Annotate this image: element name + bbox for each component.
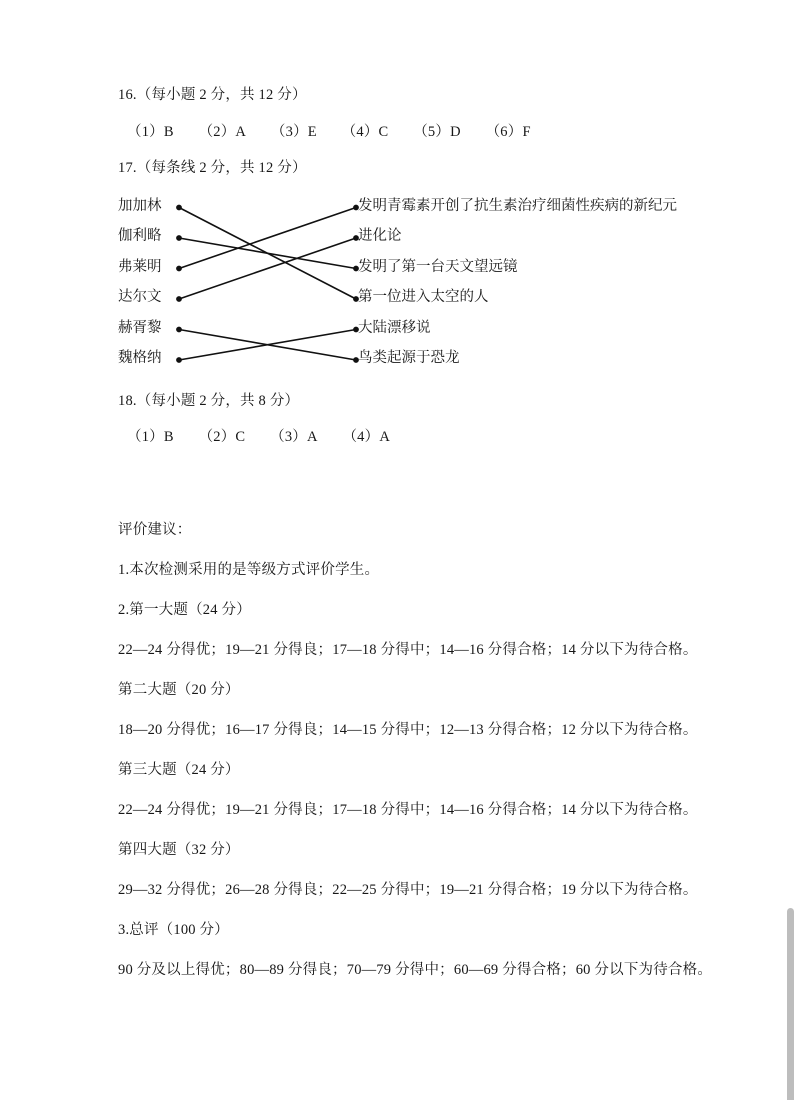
- matching-right-item: 发明青霉素开创了抗生素治疗细菌性疾病的新纪元: [358, 197, 677, 214]
- question-18-heading: 18.（每小题 2 分，共 8 分）: [118, 392, 300, 409]
- answer-item: （5）D: [413, 123, 461, 140]
- answer-item: （3）A: [270, 429, 318, 445]
- answer-item: （1）B: [127, 123, 174, 140]
- answer-item: （1）B: [127, 429, 174, 445]
- question-16-heading: 16.（每小题 2 分，共 12 分）: [118, 87, 307, 103]
- evaluation-item: 第二大题（20 分）: [118, 681, 240, 698]
- scrollbar-thumb[interactable]: [787, 908, 794, 1100]
- evaluation-item: 90 分及以上得优；80—89 分得良；70—79 分得中；60—69 分得合格；60 分以下为待合格。: [118, 961, 713, 978]
- answer-item: （2）A: [198, 123, 247, 140]
- matching-left-item: 伽利略: [118, 228, 162, 244]
- evaluation-item: 29—32 分得优；26—28 分得良；22—25 分得中；19—21 分得合格；19 分以下为待合格。: [118, 881, 698, 898]
- matching-left-item: 赫胥黎: [118, 319, 162, 336]
- matching-left-item: 魏格纳: [118, 350, 162, 366]
- matching-left-item: 弗莱明: [118, 258, 162, 275]
- evaluation-item: 第四大题（32 分）: [118, 841, 240, 858]
- answer-item: （2）C: [198, 429, 246, 445]
- answer-item: （4）C: [341, 123, 389, 140]
- matching-right-item: 第一位进入太空的人: [358, 289, 489, 305]
- evaluation-item: 18—20 分得优；16—17 分得良；14—15 分得中；12—13 分得合格；12 分以下为待合格。: [118, 721, 698, 738]
- evaluation-item: 第三大题（24 分）: [118, 761, 240, 778]
- answer-item: （6）F: [485, 123, 531, 140]
- evaluation-section: [118, 521, 713, 978]
- question-16-answers: [118, 125, 698, 140]
- matching-right-item: 鸟类起源于恐龙: [358, 350, 460, 366]
- document-content: [118, 87, 713, 978]
- matching-right-item: 发明了第一台天文望远镜: [358, 258, 518, 275]
- evaluation-item: 22—24 分得优；19—21 分得良；17—18 分得中；14—16 分得合格；14 分以下为待合格。: [118, 641, 698, 658]
- evaluation-item: 22—24 分得优；19—21 分得良；17—18 分得中；14—16 分得合格；14 分以下为待合格。: [118, 801, 698, 818]
- question-17-heading: 17.（每条线 2 分，共 12 分）: [118, 160, 307, 176]
- answer-item: （3）E: [270, 123, 317, 140]
- evaluation-item: 2.第一大题（24 分）: [118, 601, 251, 618]
- vertical-scrollbar[interactable]: [786, 0, 798, 1100]
- evaluation-item: 3.总评（100 分）: [118, 921, 229, 938]
- matching-left-item: 达尔文: [118, 289, 162, 305]
- answer-item: （4）A: [342, 429, 391, 445]
- evaluation-item: 1.本次检测采用的是等级方式评价学生。: [118, 561, 380, 578]
- matching-left-item: 加加林: [118, 197, 162, 214]
- matching-exercise: [118, 198, 698, 388]
- evaluation-title: 评价建议：: [118, 521, 192, 538]
- matching-right-column: [358, 198, 698, 381]
- matching-right-item: 大陆漂移说: [358, 319, 431, 336]
- matching-left-column: [118, 198, 188, 381]
- question-18-answers: [118, 430, 698, 445]
- matching-right-item: 进化论: [358, 228, 402, 244]
